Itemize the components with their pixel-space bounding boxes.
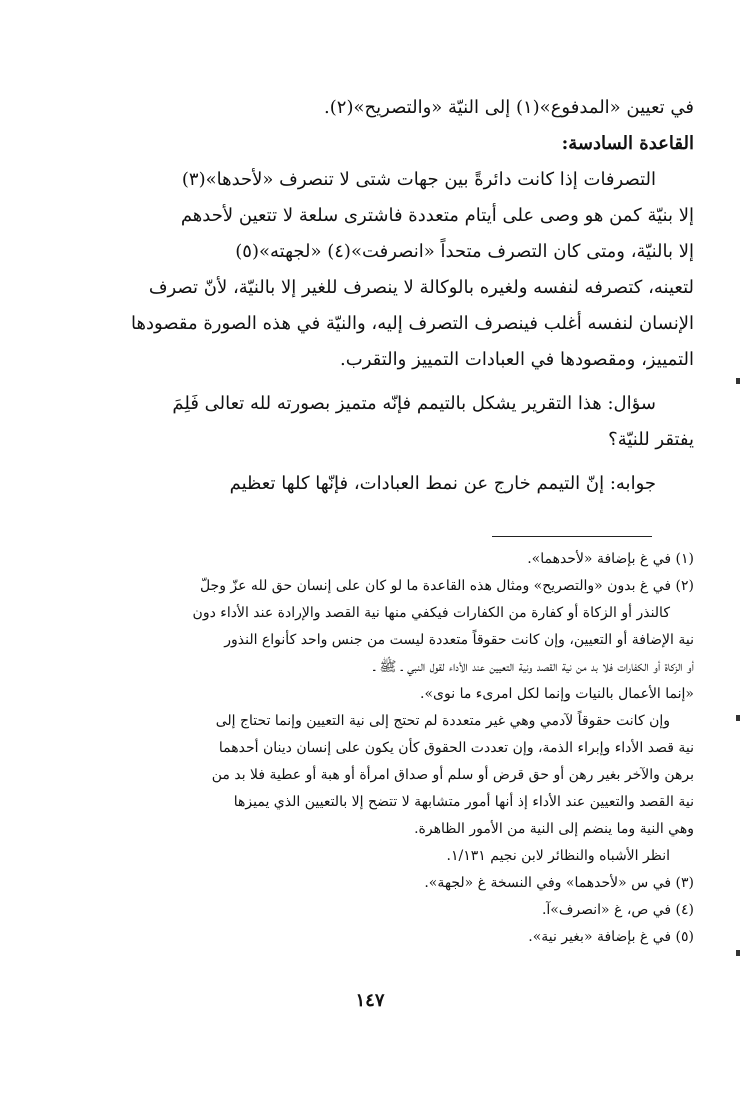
margin-mark: [736, 378, 740, 384]
text-line: الإنسان لنفسه أغلب فينصرف التصرف إليه، والنيّة في هذه الصورة مقصودها: [130, 313, 694, 334]
text-line: إلا بنيّة كمن هو وصى على أيتام متعددة فاشترى سلعة لا تتعين لأحدهم: [180, 205, 694, 226]
question-line: سؤال: هذا التقرير يشكل بالتيمم فإنّه متميز بصورته لله تعالى فَلِمَ: [172, 393, 656, 414]
footnote-1: (١) في غ بإضافة «لأحدهما».: [527, 551, 694, 567]
question-line: يفتقر للنيّة؟: [608, 429, 694, 450]
text-line: لتعينه، كتصرفه لنفسه ولغيره بالوكالة لا ينصرف للغير إلا بالنيّة، لأنّ تصرف: [148, 277, 694, 298]
footnote-divider: [492, 536, 652, 537]
footnote-5: (٥) في غ بإضافة «بغير نية».: [528, 929, 694, 945]
footnote-2-reference: انظر الأشباه والنظائر لابن نجيم ١/١٣١.: [446, 848, 670, 864]
footnote-2-cont: أو الزكاة أو الكفارات فلا بد من نية القصد ونية التعيين عند الأداء لقول النبي ـ ﷺ ـ: [373, 659, 694, 675]
answer-line: جوابه: إنّ التيمم خارج عن نمط العبادات، فإنّها كلها تعظيم: [229, 473, 656, 494]
footnote-4: (٤) في ص، غ «انصرف»آ.: [541, 902, 694, 918]
footnote-2-cont: برهن والآخر بغير رهن أو حق قرض أو سلم أو صداق امرأة أو هبة أو عطية فلا بد من: [211, 767, 694, 783]
footnote-2-cont: وإن كانت حقوقاً لآدمي وهي غير متعددة لم تحتج إلى نية التعيين وإنما تحتاج إلى: [215, 713, 670, 729]
text-line: في تعيين «المدفوع»(١) إلى النيّة «والتصريح»(٢).: [324, 97, 694, 118]
footnote-2-cont: نية الإضافة أو التعيين، وإن كانت حقوقاً متعددة ليست من جنس واحد كأنواع النذور: [224, 632, 694, 648]
page-number: ١٤٧: [355, 990, 385, 1011]
margin-mark: [736, 715, 740, 721]
text-line: التمييز، ومقصودها في العبادات التمييز والتقرب.: [340, 349, 694, 370]
footnote-2-cont: نية القصد والتعيين عند الأداء إذ أنها أمور متشابهة لا تتضح إلا بالتعيين الذي يميزها: [233, 794, 694, 810]
footnote-3: (٣) في س «لأحدهما» وفي النسخة غ «لجهة».: [424, 875, 694, 891]
footnotes: [44, 546, 694, 951]
text-line: التصرفات إذا كانت دائرةً بين جهات شتى لا تنصرف «لأحدها»(٣): [181, 169, 656, 190]
footnote-2-cont: نية قصد الأداء وإبراء الذمة، وإن تعددت الحقوق كأن يكون على إنسان دينان أحدهما: [218, 740, 694, 756]
footnote-2-cont: «إنما الأعمال بالنيات وإنما لكل امرىء ما نوى».: [420, 686, 694, 702]
section-heading: القاعدة السادسة:: [561, 133, 694, 154]
footnote-2-cont: وهي النية وما ينضم إلى النية من الأمور الظاهرة.: [414, 821, 694, 837]
footnote-2: (٢) في غ بدون «والتصريح» ومثال هذه القاعدة ما لو كان على إنسان حق لله عزّ وجلّ: [199, 578, 694, 594]
footnote-2-cont: كالنذر أو الزكاة أو كفارة من الكفارات فيكفي منها نية القصد والإرادة عند الأداء دون: [192, 605, 670, 621]
text-line: إلا بالنيّة، ومتى كان التصرف متحداً «انصرفت»(٤) «لجهته»(٥): [235, 241, 694, 262]
margin-mark: [736, 950, 740, 956]
main-text: [60, 90, 694, 502]
